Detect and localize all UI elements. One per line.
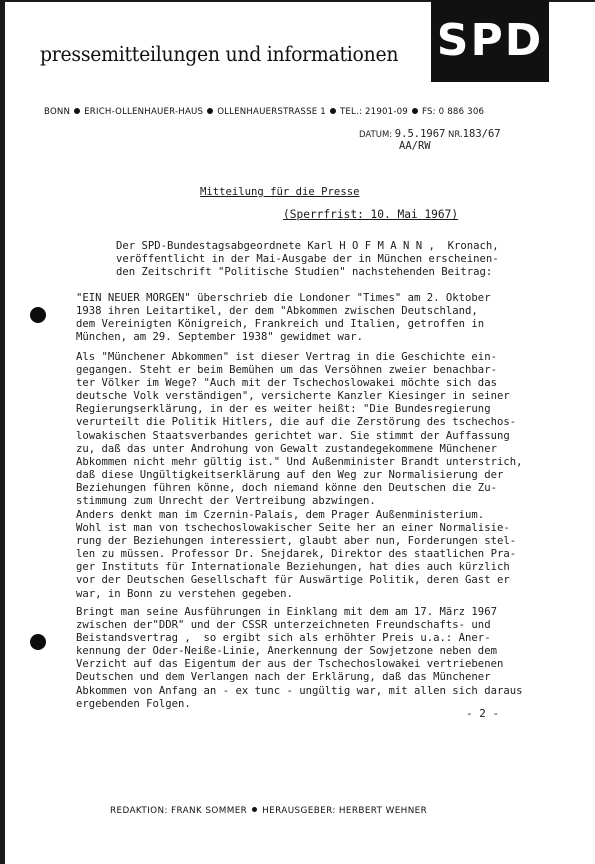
text-line: len zu müssen. Professor Dr. Snejdarek, Direktor des staatlichen Pra- (76, 548, 517, 561)
text-line: ger Instituts für Internationale Beziehungen, hat dies auch kürzlich (76, 561, 510, 574)
text-line: lowakischen Staatsverbandes gerichtet war. Sie stimmt der Auffassung (76, 429, 510, 442)
spd-logo: SPD (431, 0, 549, 82)
number-value: 183/67 (462, 128, 501, 140)
text-line: veröffentlicht in der Mai-Ausgabe der in München erscheinen- (116, 253, 499, 266)
text-line: "EIN NEUER MORGEN" überschrieb die Londoner "Times" am 2. Oktober (76, 292, 491, 304)
bullet-icon (330, 108, 336, 114)
text-line: Verzicht auf das Eigentum der aus der Tschechoslowakei vertriebenen (76, 658, 504, 671)
address-street: OLLENHAUERSTRASSE 1 (217, 107, 326, 117)
document-heading: Mitteilung für die Presse (200, 186, 360, 198)
text-line: Abkommen von Anfang an - ex tunc - ungültig war, mit allen sich daraus (76, 684, 523, 697)
body-paragraph-4 (76, 606, 522, 711)
text-line: war, in Bonn zu verstehen gegeben. (76, 587, 293, 600)
intro-paragraph (116, 240, 499, 279)
text-line: Anders denkt man im Czernin-Palais, dem Prager Außenministerium. (76, 509, 485, 521)
page-number: - 2 - (466, 707, 500, 720)
text-line: München, am 29. September 1938" gewidmet war. (76, 331, 364, 344)
text-line: Regierungserklärung, in der es weiter heißt: "Die Bundesregierung (76, 403, 491, 416)
address-phone: TEL.: 21901-09 (339, 107, 408, 117)
text-line: Wohl ist man von tschechoslowakischer Seite her an einer Normalisie- (76, 522, 510, 535)
text-line: dem Vereinigten Königreich, Frankreich und Italien, getroffen in (76, 318, 485, 331)
text-line: gegangen. Steht er beim Bemühen um das Versöhnen zweier benachbar- (76, 364, 497, 377)
bullet-icon (252, 807, 257, 812)
text-line: Abkommen nicht mehr gültig ist." Und Außenminister Brandt unterstrich, (76, 455, 523, 468)
address-building: ERICH-OLLENHAUER-HAUS (84, 107, 204, 117)
address-line (44, 107, 484, 117)
bullet-icon (207, 108, 213, 114)
bullet-icon (74, 108, 80, 114)
embargo-line: (Sperrfrist: 10. Mai 1967) (283, 208, 459, 221)
scan-edge-left (0, 0, 5, 864)
text-line: daß diese Ungültigkeitserklärung auf den Weg zur Normalisierung der (76, 468, 504, 481)
date-label: DATUM: (359, 130, 393, 140)
text-line: zu, daß das unter Androhung von Gewalt zustandegekommene Münchener (76, 442, 497, 455)
body-paragraph-3 (76, 509, 516, 601)
text-line: ergebenden Folgen. (76, 697, 191, 710)
address-telex: FS: 0 886 306 (421, 107, 485, 117)
text-line: Deutschen und dem Verlangen nach der Erklärung, daß das Münchener (76, 671, 491, 684)
text-line: vor der Deutschen Gesellschaft für Auswärtige Politik, deren Gast er (76, 574, 510, 587)
text-line: Als "Münchener Abkommen" ist dieser Vertrag in die Geschichte ein- (76, 351, 497, 363)
text-line: 1938 ihren Leitartikel, der dem "Abkommen zwischen Deutschland, (76, 305, 478, 318)
text-line: deutsche Volk verständigen", versicherte Kanzler Kiesinger in seiner (76, 390, 510, 403)
address-city: BONN (44, 107, 71, 117)
footer-publisher: HERAUSGEBER: HERBERT WEHNER (262, 806, 428, 816)
body-paragraph-2 (76, 351, 522, 508)
number-label: NR. (448, 130, 463, 140)
text-line: Bringt man seine Ausführungen in Einklang mit dem am 17. März 1967 (76, 606, 497, 618)
text-line: zwischen der"DDR" und der CSSR unterzeichneten Freundschafts- und (76, 619, 491, 632)
punch-hole (30, 307, 46, 323)
date-number-row (359, 128, 501, 140)
body-paragraph-1 (76, 292, 491, 344)
text-line: rung der Beziehungen interessiert, glaubt aber nun, Forderungen stel- (76, 535, 517, 548)
text-line: den Zeitschrift "Politische Studien" nachstehenden Beitrag: (116, 266, 493, 279)
reference-initials: AA/RW (399, 140, 431, 152)
text-line: kennung der Oder-Neiße-Linie, Anerkennung der Sowjetzone neben dem (76, 645, 497, 658)
date-value: 9.5.1967 (394, 128, 446, 140)
punch-hole (30, 634, 46, 650)
text-line: verurteilt die Politik Hitlers, die auf die Zerstörung des tschechos- (76, 416, 517, 429)
footer-editor: REDAKTION: FRANK SOMMER (110, 806, 248, 816)
masthead-title: pressemitteilungen und informationen (40, 42, 399, 66)
footer-credits (110, 806, 427, 816)
text-line: stimmung zum Unrecht der Vertreibung abzwingen. (76, 495, 376, 508)
text-line: Der SPD-Bundestagsabgeordnete Karl H O F M A N N , Kronach, (116, 240, 499, 252)
bullet-icon (412, 108, 418, 114)
text-line: Beistandsvertrag , so ergibt sich als erhöhter Preis u.a.: Aner- (76, 632, 491, 645)
text-line: Beziehungen führen könne, doch niemand könne den Deutschen die Zu- (76, 481, 497, 494)
text-line: ter Völker im Wege? "Auch mit der Tschechoslowakei möchte sich das (76, 377, 497, 390)
